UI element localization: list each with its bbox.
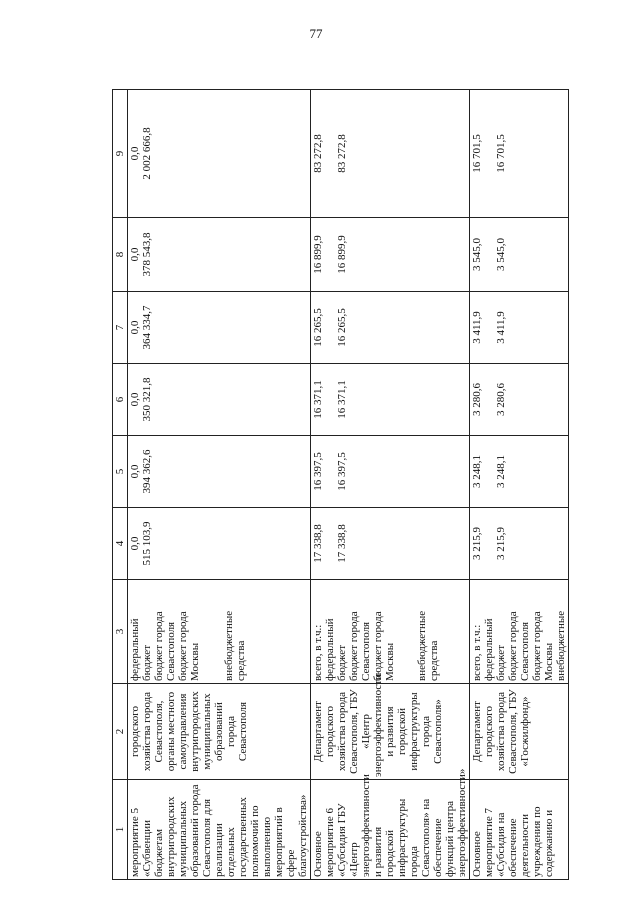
- value-cell: 0,0 394 362,6: [128, 436, 311, 508]
- source-line: бюджет города Севастополя: [507, 611, 531, 681]
- source-line: бюджет города Москвы: [372, 611, 396, 681]
- source-line: бюджет города Севастополя: [348, 611, 372, 681]
- value-cell: 17 338,8 17 338,8: [311, 508, 470, 580]
- value-cell: 16 397,5 16 397,5: [311, 436, 470, 508]
- value-cell: 3 411,9 3 411,9: [470, 292, 569, 364]
- value-cell: 3 545,0 3 545,0: [470, 218, 569, 292]
- header-cell: 4: [113, 508, 128, 580]
- rotated-table-wrapper: [112, 90, 567, 880]
- value-cell: 0,0 378 543,8: [128, 218, 311, 292]
- header-cell: 5: [113, 436, 128, 508]
- executor: городского хозяйства города Севастополя, органы местного самоуправления внутригородских муниципальных образований города Севастополя: [128, 684, 311, 780]
- activity-name: Основное мероприятие 7 «Субсидия на обеспечение деятельности учреждения по содержанию и: [470, 780, 569, 880]
- header-cell: 6: [113, 364, 128, 436]
- table-row: [311, 90, 470, 880]
- activity-name: Основное мероприятие 6 «Субсидия ГБУ «Центр энергоэффективности и развития городской инфраструктуры города Севастополя» на обеспечение функций центра энергоэффективности»: [311, 780, 470, 880]
- activity-name: мероприятие 5 «Субвенции бюджетам внутригородских муниципальных образований города Севастополя для реализации отдельных государственных полномочий по выполнению мероприятий в сфере благоустройства»: [128, 780, 311, 880]
- header-cell: 8: [113, 218, 128, 292]
- header-cell: 3: [113, 580, 128, 684]
- table-row: [128, 90, 311, 880]
- source-line: всего, в т.ч.:: [471, 624, 483, 681]
- value-cell: 16 371,1 16 371,1: [311, 364, 470, 436]
- source-line: внебюджетные средства: [416, 610, 440, 681]
- source-line: бюджет города Москвы: [177, 611, 201, 681]
- funding-sources: [470, 580, 569, 684]
- value-cell: 0,0 2 002 666,8: [128, 90, 311, 218]
- value-cell: 16 265,5 16 265,5: [311, 292, 470, 364]
- value-cell: 3 280,6 3 280,6: [470, 364, 569, 436]
- funding-sources: [311, 580, 470, 684]
- source-line: внебюджетные: [555, 610, 567, 681]
- executor: Департамент городского хозяйства города Севастополя, ГБУ «Госжилфонд»: [470, 684, 569, 780]
- source-line: федеральный бюджет: [324, 618, 348, 681]
- value-cell: 0,0 350 321,8: [128, 364, 311, 436]
- source-line: федеральный бюджет: [129, 618, 153, 681]
- value-cell: 16 899,9 16 899,9: [311, 218, 470, 292]
- value-cell: 3 215,9 3 215,9: [470, 508, 569, 580]
- source-line: всего, в т.ч.:: [312, 624, 324, 681]
- header-cell: 2: [113, 684, 128, 780]
- page-number: 77: [309, 26, 323, 41]
- header-cell: 7: [113, 292, 128, 364]
- value-cell: 83 272,8 83 272,8: [311, 90, 470, 218]
- value-cell: 0,0 515 103,9: [128, 508, 311, 580]
- source-line: внебюджетные средства: [223, 610, 247, 681]
- value-cell: 16 701,5 16 701,5: [470, 90, 569, 218]
- value-cell: 0,0 364 334,7: [128, 292, 311, 364]
- executor: Департамент городского хозяйства города Севастополя, ГБУ «Центр энергоэффективности и развития городской инфраструктуры города Севастополя»: [311, 684, 470, 780]
- header-row: [113, 90, 128, 880]
- source-line: бюджет города Москвы: [531, 611, 555, 681]
- budget-table: [112, 89, 569, 880]
- funding-sources: [128, 580, 311, 684]
- header-cell: 1: [113, 780, 128, 880]
- value-cell: 3 248,1 3 248,1: [470, 436, 569, 508]
- table-row: [470, 90, 569, 880]
- source-line: федеральный бюджет: [483, 618, 507, 681]
- source-line: бюджет города Севастополя: [153, 611, 177, 681]
- header-cell: 9: [113, 90, 128, 218]
